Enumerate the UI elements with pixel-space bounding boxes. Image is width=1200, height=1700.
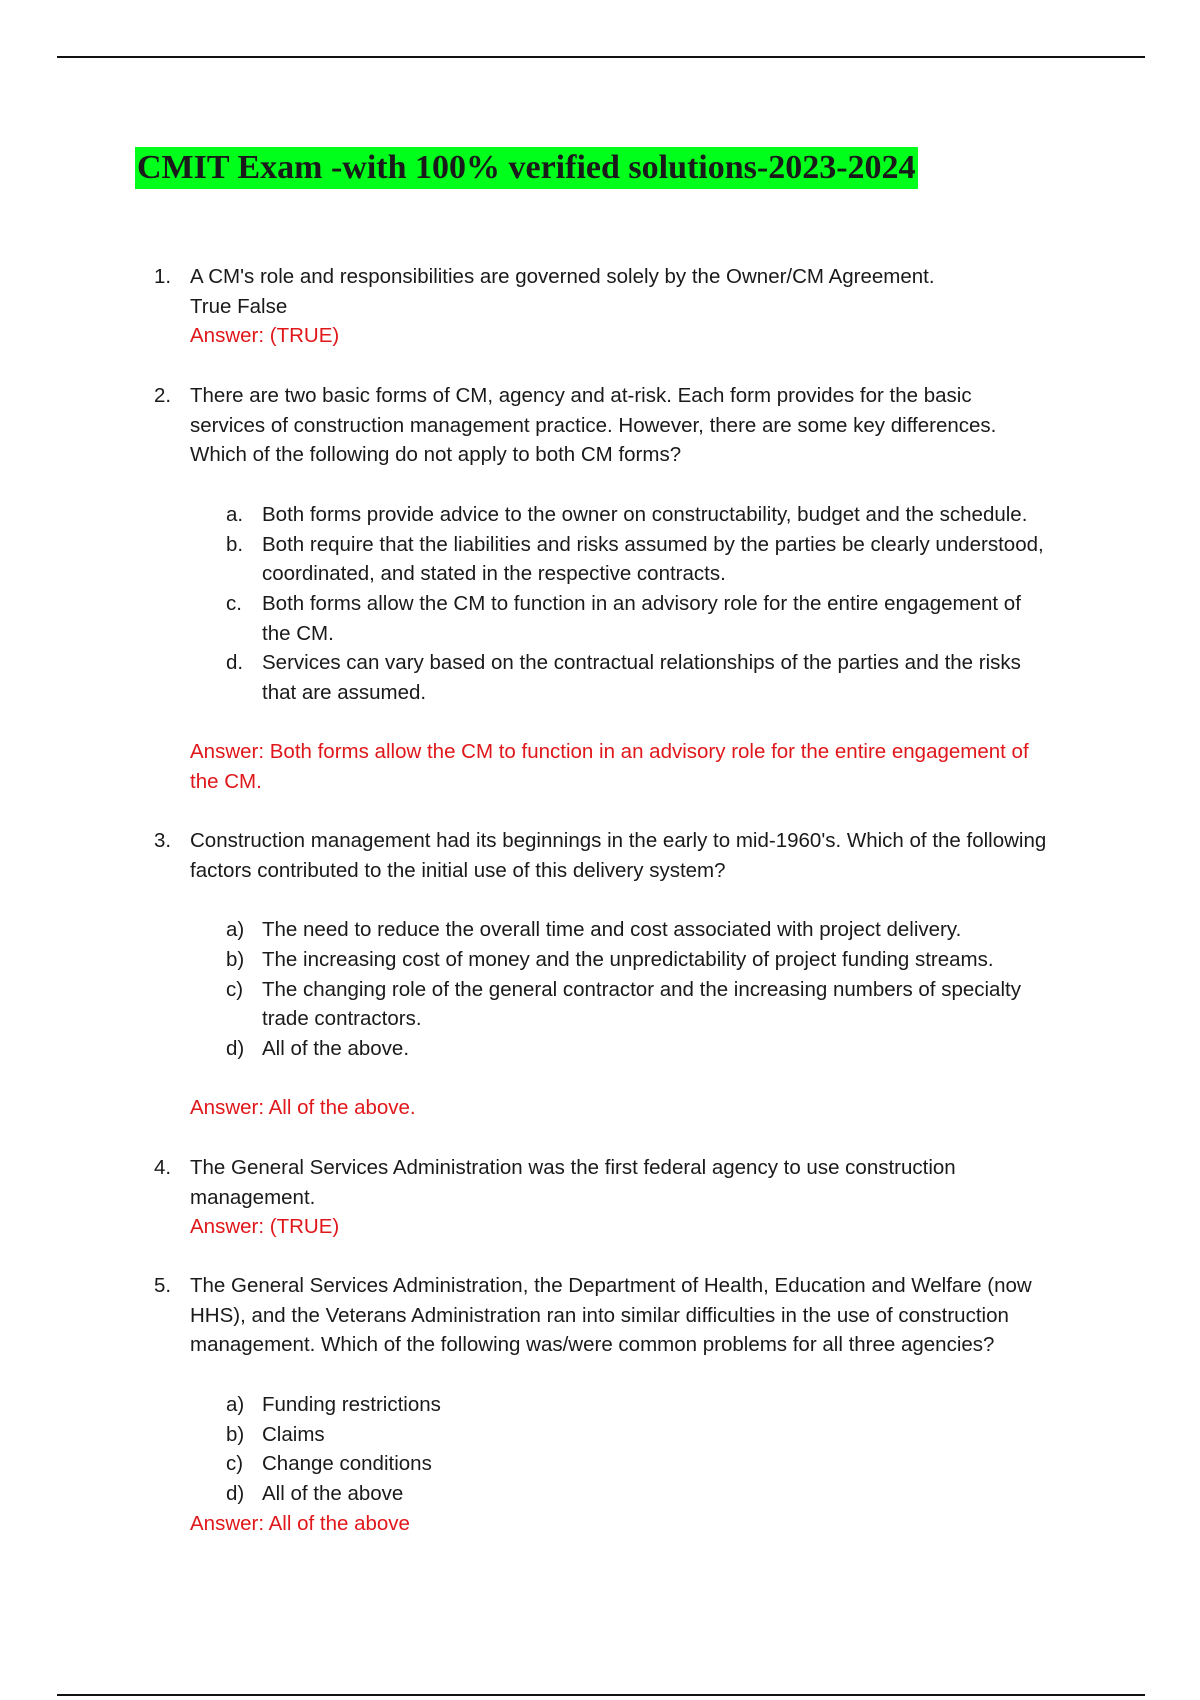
question-5-stem <box>150 1271 1050 1360</box>
option-text: Claims <box>262 1422 325 1446</box>
option-text: Both forms allow the CM to function in an advisory role for the entire engagement of the CM. <box>262 591 1021 645</box>
bottom-rule <box>57 1694 1145 1696</box>
option-item <box>150 945 1050 975</box>
question-2 <box>150 381 1050 797</box>
question-text: The General Services Administration, the Department of Health, Education and Welfare (now HHS), and the Veterans Administration ran into similar difficulties in the use of construction management. Which of the following was/were common problems for all three agencies? <box>190 1274 1032 1357</box>
option-text: Both require that the liabilities and risks assumed by the parties be clearly understood, coordinated, and stated in the respective contracts. <box>262 532 1044 586</box>
option-text: Funding restrictions <box>262 1392 441 1416</box>
option-label: d. <box>226 651 244 675</box>
option-item <box>150 915 1050 945</box>
option-item <box>150 1034 1050 1064</box>
option-label: c. <box>226 591 242 615</box>
option-text: All of the above <box>262 1481 404 1505</box>
option-label: a) <box>226 1392 245 1416</box>
option-label: b) <box>226 947 245 971</box>
question-2-stem <box>150 381 1050 470</box>
option-label: c) <box>226 1452 244 1476</box>
question-4 <box>150 1153 1050 1242</box>
option-item <box>150 530 1050 589</box>
option-list <box>150 915 1050 1064</box>
answer-text: Answer: All of the above <box>190 1511 410 1535</box>
question-number: 3. <box>154 829 172 852</box>
option-text: The changing role of the general contractor and the increasing numbers of specialty trade contractors. <box>262 977 1021 1031</box>
question-5 <box>150 1271 1050 1538</box>
option-label: c) <box>226 977 244 1001</box>
option-list <box>150 1390 1050 1509</box>
question-3-stem <box>150 826 1050 885</box>
option-label: d) <box>226 1481 245 1505</box>
option-text: All of the above. <box>262 1036 410 1060</box>
question-number: 4. <box>154 1156 172 1179</box>
document-title: CMIT Exam -with 100% verified solutions-2023-2024 <box>135 147 918 189</box>
option-item <box>150 500 1050 530</box>
answer-text: Answer: Both forms allow the CM to function in an advisory role for the entire engagement of the CM. <box>190 740 1029 794</box>
option-text: The need to reduce the overall time and cost associated with project delivery. <box>262 918 962 942</box>
option-item <box>150 1390 1050 1420</box>
question-4-stem <box>150 1153 1050 1212</box>
question-number: 5. <box>154 1274 172 1297</box>
option-item <box>150 1479 1050 1509</box>
answer-text: Answer: (TRUE) <box>190 324 340 348</box>
option-text: Change conditions <box>262 1452 432 1476</box>
question-choices-text: True False <box>190 294 288 318</box>
option-label: b. <box>226 532 244 556</box>
option-list <box>150 500 1050 708</box>
option-text: Services can vary based on the contractual relationships of the parties and the risks that are assumed. <box>262 651 1021 705</box>
question-number: 1. <box>154 265 172 288</box>
option-item <box>150 648 1050 707</box>
answer-text: Answer: (TRUE) <box>190 1215 340 1239</box>
question-1-stem <box>150 262 1050 321</box>
top-rule <box>57 56 1145 58</box>
question-text: There are two basic forms of CM, agency and at-risk. Each form provides for the basic services of construction management practice. However, there are some key differences. Which of the following do not apply to both CM forms? <box>190 384 997 467</box>
option-item <box>150 1449 1050 1479</box>
question-3 <box>150 826 1050 1123</box>
option-label: d) <box>226 1036 245 1060</box>
answer-text: Answer: All of the above. <box>190 1096 416 1120</box>
option-label: a. <box>226 502 244 526</box>
option-item <box>150 1420 1050 1450</box>
option-label: b) <box>226 1422 245 1446</box>
question-1 <box>150 262 1050 351</box>
question-number: 2. <box>154 384 172 407</box>
question-text: Construction management had its beginnings in the early to mid-1960's. Which of the following factors contributed to the initial use of this delivery system? <box>190 829 1047 882</box>
option-item <box>150 589 1050 648</box>
question-text: A CM's role and responsibilities are governed solely by the Owner/CM Agreement. <box>190 265 935 288</box>
option-text: The increasing cost of money and the unpredictability of project funding streams. <box>262 947 994 971</box>
option-text: Both forms provide advice to the owner on constructability, budget and the schedule. <box>262 502 1028 526</box>
option-item <box>150 975 1050 1034</box>
question-text: The General Services Administration was the first federal agency to use construction management. <box>190 1156 956 1209</box>
option-label: a) <box>226 918 245 942</box>
